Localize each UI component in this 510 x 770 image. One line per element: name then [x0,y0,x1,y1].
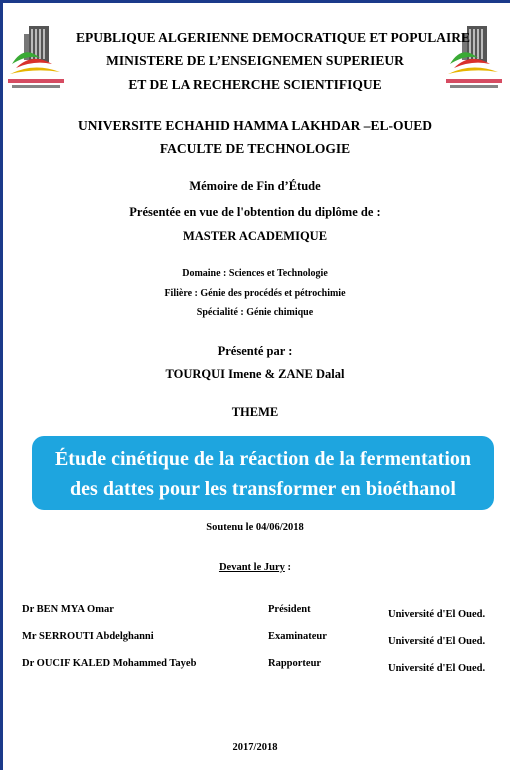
ministry-line-2: ET DE LA RECHERCHE SCIENTIFIQUE [128,77,382,92]
ministry-line-1: MINISTERE DE L’ENSEIGNEMEN SUPERIEUR [106,53,404,68]
jury-member-role: Président [268,604,311,615]
faculty-name: FACULTE DE TECHNOLOGIE [159,141,351,156]
jury-row [0,604,510,620]
degree-name: MASTER ACADEMIQUE [182,229,328,243]
theme-title-line-1: Étude cinétique de la réaction de la fermentation [54,448,472,470]
jury-member-name: Dr BEN MYA Omar [22,604,114,615]
jury-member-university: Université d'El Oued. [388,609,486,620]
jury-heading [0,562,510,573]
jury-row [0,631,510,647]
republic-heading: EPUBLIQUE ALGERIENNE DEMOCRATIQUE ET POPULAIRE [75,30,471,45]
defense-date: Soutenu le 04/06/2018 [206,522,304,533]
jury-member-role: Rapporteur [268,658,322,669]
memoir-type: Mémoire de Fin d’Étude [189,179,321,193]
jury-row [0,658,510,674]
page-frame-left [0,0,3,770]
jury-member-name: Mr SERROUTI Abdelghanni [22,631,154,642]
presented-by-label: Présenté par : [217,344,293,358]
program-filiere: Filière : Génie des procédés et pétrochimie [164,288,346,299]
program-specialite: Spécialité : Génie chimique [196,307,314,318]
university-name: UNIVERSITE ECHAHID HAMMA LAKHDAR –EL-OUED [77,118,433,133]
jury-label-colon: : [284,562,292,573]
theme-label: THEME [231,405,279,419]
page-frame-top [0,0,510,3]
jury-member-name: Dr OUCIF KALED Mohammed Tayeb [22,658,197,669]
jury-member-university: Université d'El Oued. [388,663,486,674]
theme-title-line-2: des dattes pour les transformer en bioéthanol [70,478,456,500]
theme-title [32,444,494,504]
jury-member-university: Université d'El Oued. [388,636,486,647]
author-names: TOURQUI Imene & ZANE Dalal [165,367,345,381]
program-domaine: Domaine : Sciences et Technologie [182,268,328,279]
jury-member-role: Examinateur [268,631,327,642]
memoir-presented-for: Présentée en vue de l'obtention du diplôme de : [129,205,381,219]
academic-year: 2017/2018 [232,742,278,753]
jury-label: Devant le Jury [218,562,285,573]
